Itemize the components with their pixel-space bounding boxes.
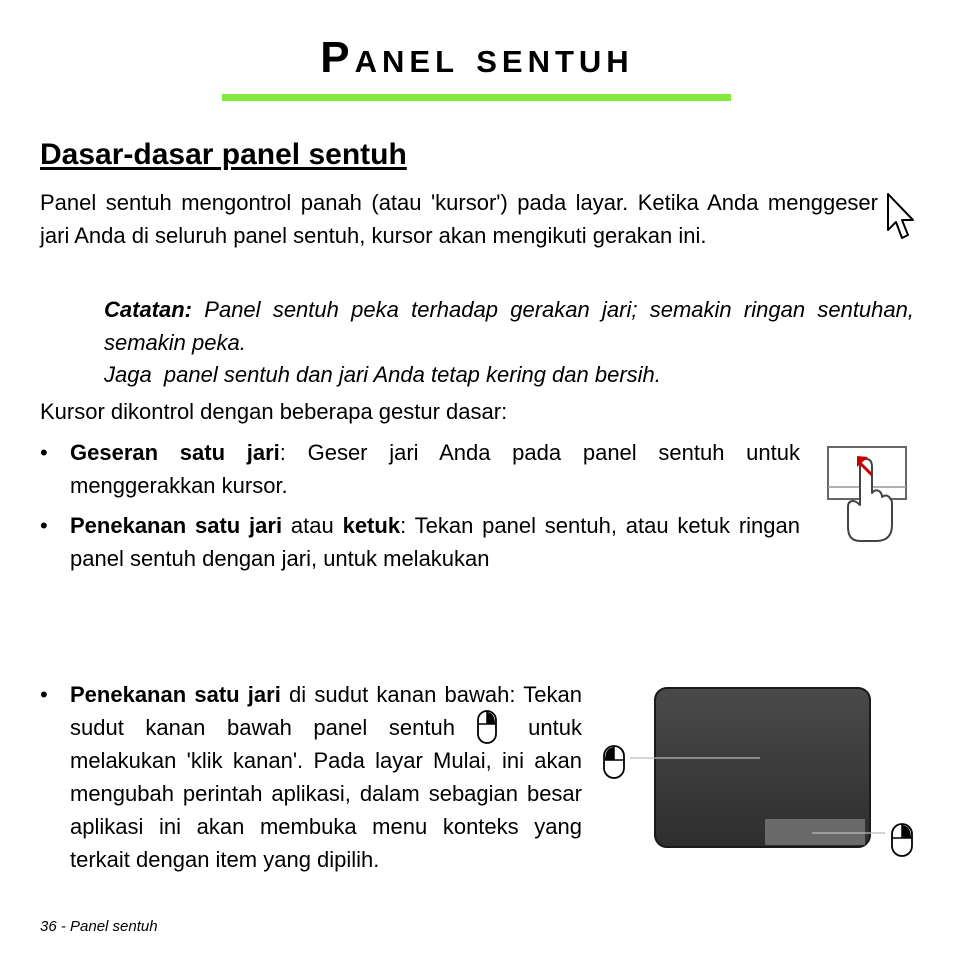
title-underline-rule	[222, 94, 731, 101]
bullet-bold: Geseran satu jari	[70, 440, 280, 465]
bullet-penekanan-ketuk-top	[70, 509, 800, 575]
bullet-text: : Geser jari Anda pada panel sentuh untuk menggerakkan kursor.	[70, 440, 800, 498]
mouse-right-click-icon	[892, 824, 912, 856]
bullet-text: di sudut kanan bawah: Tekan sudut kanan bawah panel sentuh	[70, 682, 582, 740]
note-text: Panel sentuh peka terhadap gerakan jari; semakin ringan sentuhan, semakin peka.	[104, 297, 914, 355]
bullet-text: : Tekan panel sentuh, atau ketuk ringan panel sentuh dengan jari, untuk melakukan	[70, 513, 800, 571]
bullet-marker: •	[40, 440, 48, 465]
gestures-intro: Kursor dikontrol dengan beberapa gestur dasar:	[40, 399, 508, 424]
cursor-arrow-icon	[886, 192, 916, 244]
bullet-marker: •	[40, 513, 48, 538]
page-footer: 36 - Panel sentuh	[40, 918, 158, 935]
section-heading: Dasar-dasar panel sentuh	[40, 138, 407, 171]
bullet-bold: Penekanan satu jari	[70, 682, 281, 707]
note-block	[104, 293, 914, 359]
note-line-2: Jaga panel sentuh dan jari Anda tetap kering dan bersih.	[104, 362, 661, 387]
page-title: Panel sentuh	[320, 33, 634, 82]
bullet-text: untuk melakukan 'klik kanan'. Pada layar Mulai, ini akan mengubah perintah aplikasi, dalam sebagian besar aplikasi ini akan membuka menu konteks yang terkait dengan item yang dipilih.	[70, 715, 582, 872]
bullet-klik-kanan	[70, 678, 582, 876]
touchpad-hand-icon	[826, 445, 910, 545]
touchpad-illustration	[600, 686, 920, 861]
bullet-text: atau	[282, 513, 343, 538]
intro-paragraph: Panel sentuh mengontrol panah (atau 'kursor') pada layar. Ketika Anda menggeser jari Anda di seluruh panel sentuh, kursor akan mengikuti gerakan ini.	[40, 190, 878, 248]
bullet-geseran	[70, 436, 800, 502]
bullet-bold: Penekanan satu jari	[70, 513, 283, 538]
note-label: Catatan:	[104, 297, 193, 322]
bullet-bold: ketuk	[342, 513, 401, 538]
bullet-marker: •	[40, 682, 48, 707]
bullet-penekanan-ketuk-continued	[70, 575, 914, 674]
mouse-icon	[477, 718, 507, 740]
mouse-left-click-icon	[604, 746, 624, 778]
